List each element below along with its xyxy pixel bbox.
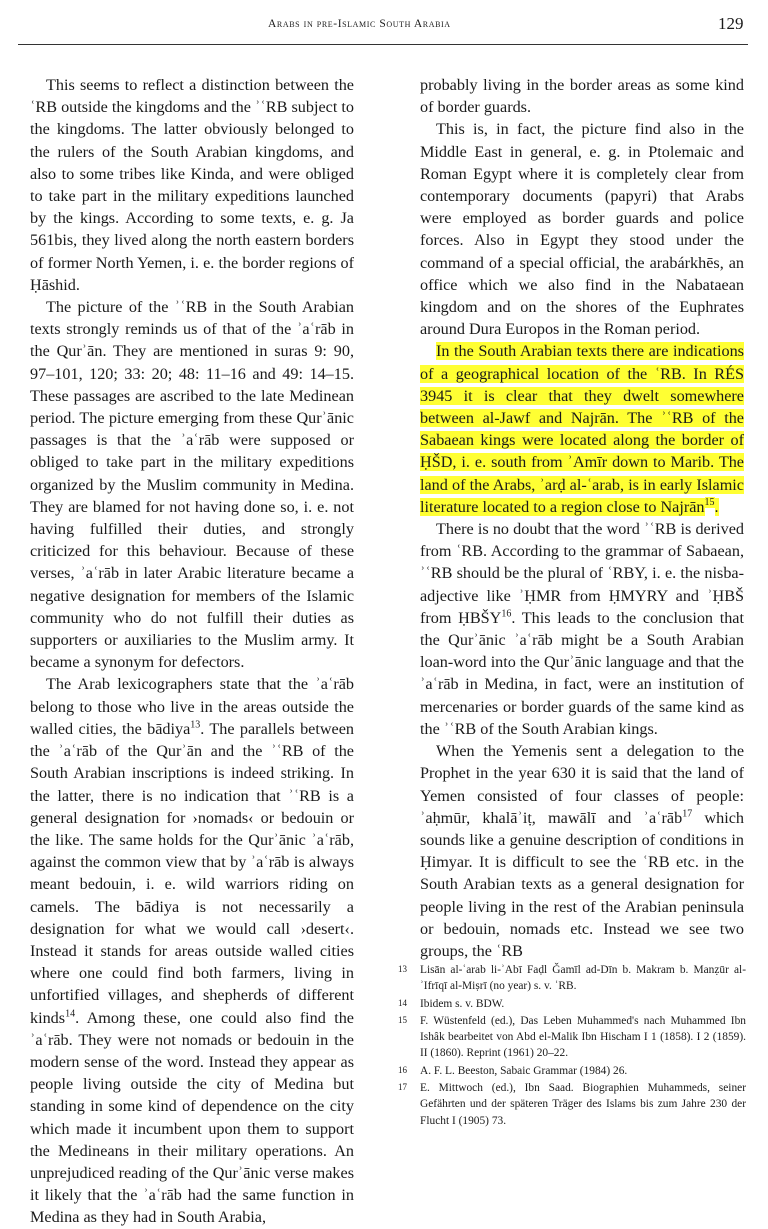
paragraph: This is, in fact, the picture find also in the Middle East in general, e. g. in Ptolemaic and Roman Egypt where it is completely clear from contemporary documents (papyri) that Arabs were employed as border guards and police forces. Also in Egypt they stood under the command of a special official, the arabárkhēs, an office which we also find in the Nabataean kingdom and on the shores of the Euphrates around Dura Europos in the Roman period. [420,120,744,339]
footnote-number: 17 [398,1082,407,1093]
footnote [398,962,746,995]
footnote-ref[interactable]: 15 [704,497,715,509]
page-header [0,0,768,60]
footnote-text: Lisān al-ʿarab li-ʾAbī Faḍl Ǧamīl ad-Dīn b. Makram b. Manẓūr al-ʾIfrīqī al-Miṣrī (no year) s. v. ʿRB. [420,964,746,993]
footnote-text: Ibidem s. v. BDW. [420,997,505,1010]
right-column [420,74,744,962]
paragraph-text: The Arab lexicographers state that the ʾaʿrāb belong to those who live in the areas outside the walled cities, the bādiya [30,675,354,738]
paragraph [30,296,354,673]
paragraph-text: . The parallels between the ʾaʿrāb of the Qurʾān and the ʾʿRB of the South Arabian inscriptions is indeed striking. In the latter, there is no indication that ʾʿRB is a general designation for ›nomads‹ or bedouin or the like. The same holds for the Qurʾānic ʾaʿrāb, against the common view that by ʾaʿrāb is always meant bedouin, i. e. wild warriors riding on camels. The bādiya is not necessarily a designation for what we would call ›desert‹. Instead it stands for areas outside walled cities where one could find both farmers, living in unfortified villages, and shepherds of different kinds [30,719,354,1027]
footnote [398,1063,746,1079]
highlighted-paragraph [420,340,744,518]
left-column [30,74,354,1229]
running-title: Arabs in pre-Islamic South Arabia [268,18,451,30]
footnote-ref[interactable]: 14 [65,1008,76,1020]
footnote-text: E. Mittwoch (ed.), Ibn Saad. Biographien Muhammeds, seiner Gefährten und der späteren Träger des Islams bis zum Jahre 230 der Flucht I (1905) 73. [420,1082,746,1127]
footnote [398,996,746,1012]
footnote-ref[interactable]: 13 [190,719,201,731]
footnote [398,1013,746,1062]
footnote-text: A. F. L. Beeston, Sabaic Grammar (1984) 26. [420,1064,628,1077]
paragraph [420,740,744,962]
footnote-number: 15 [398,1014,407,1025]
page-number: 129 [718,14,744,33]
highlighted-text: In the South Arabian texts there are indications of a geographical location of the ʿRB. In RÉS 3945 it is clear that they dwelt somewhere between al-Jawf and Najrān. The ʾʿRB of the Sabaean kings were located along the border of ḤŠD, i. e. south from ʾAmīr down to Marib. The land of the Arabs, ʾarḍ al-ʿarab, is in early Islamic literature located to a region close to Najrān [420,342,744,516]
footnote-ref[interactable]: 16 [501,608,512,620]
footnote-number: 13 [398,964,407,974]
paragraph-text: The picture of the ʾʿRB in the South Arabian texts strongly reminds us of that of the ʾaʿrāb in the Qurʾān. They are mentioned in suras 9: 90, 97–101, 120; 33: 20; 48: 11–16 and 49: 14–15. These passages are ascribed to the late Medinean period. The picture emerging from these Qurʾānic passages is that the ʾaʿrāb were supposed or obliged to take part in the military expeditions organized by the Muslim community in Medina. They are blamed for not having done so, i. e. not having fulfilled their duties, and strongly criticized for this behaviour. Because of these verses, ʾaʿrāb in later Arabic literature became a negative designation for members of the Islamic community who do not fulfill their duties as supporters or auxiliaries to the Muslim army. It became a synonym for defectors. [30,298,354,672]
paragraph [420,518,744,740]
footnote-text: F. Wüstenfeld (ed.), Das Leben Muhammed's nach Muhammed Ibn Ishâk bearbeitet von Abd el-Malik Ibn Hischam I 1 (1858). I 2 (1859). II (1860). Reprint (1961) 20–22. [420,1014,746,1060]
paragraph [30,673,354,1228]
footnote-number: 14 [398,997,407,1008]
paragraph-text: . This leads to the conclusion that the Qurʾānic ʾaʿrāb might be a South Arabian loan-word into the Qurʾānic language and that the ʾaʿrāb in Medina, in fact, were an institution of mercenaries or border guards of the same kind as the ʾʿRB of the South Arabian kings. [420,608,744,738]
footnote-number: 16 [398,1064,407,1075]
paragraph-text: . Among these, one could also find the ʾaʿrāb. They were not nomads or bedouin in the modern sense of the word. Instead they appear as people living outside the city of Medina but standing in some kind of dependence on the city which made it incumbent upon them to support the Medineans in their military operations. An unprejudiced reading of the Qurʾānic verse makes it likely that the ʾaʿrāb had the same function in Medina as they had in South Arabia, [30,1008,354,1227]
paragraph: probably living in the border areas as some kind of border guards. [420,76,744,117]
footnote-ref[interactable]: 17 [682,808,693,820]
paragraph-text: which sounds like a genuine description of conditions in Ḥimyar. It is difficult to see the ʿRB etc. in the South Arabian texts as a general designation for people living in the rest of the Arabian peninsula or bedouin, nomads etc. Instead we see two groups, the ʿRB [420,808,744,960]
paragraph-text: When the Yemenis sent a delegation to the Prophet in the year 630 it is said that the land of Yemen consisted of four classes of people: ʾaḥmūr, khalāʾiṭ, mawālī and ʾaʿrāb [420,742,744,827]
paragraph: This seems to reflect a distinction between the ʿRB outside the kingdoms and the ʾʿRB subject to the kingdoms. The latter obviously belonged to the rulers of the South Arabian kingdoms, and also to some tribes like Kinda, and were obliged to take part in the military expeditions launched by the kings. According to some texts, e. g. Ja 561bis, they lived along the north eastern borders of former North Yemen, i. e. the border regions of Ḥāshid. [30,76,354,294]
highlight-period: . [714,497,719,516]
header-rule [18,44,748,45]
paragraph-text: There is no doubt that the word ʾʿRB is derived from ʿRB. According to the grammar of Sabaean, ʾʿRB should be the plural of ʿRBY, i. e. the nisba-adjective like ʾḤMR from ḤMYRY and ʾḤBŠ from ḤBŠY [420,520,744,627]
footnote [398,1080,746,1129]
footnotes [398,962,746,1130]
